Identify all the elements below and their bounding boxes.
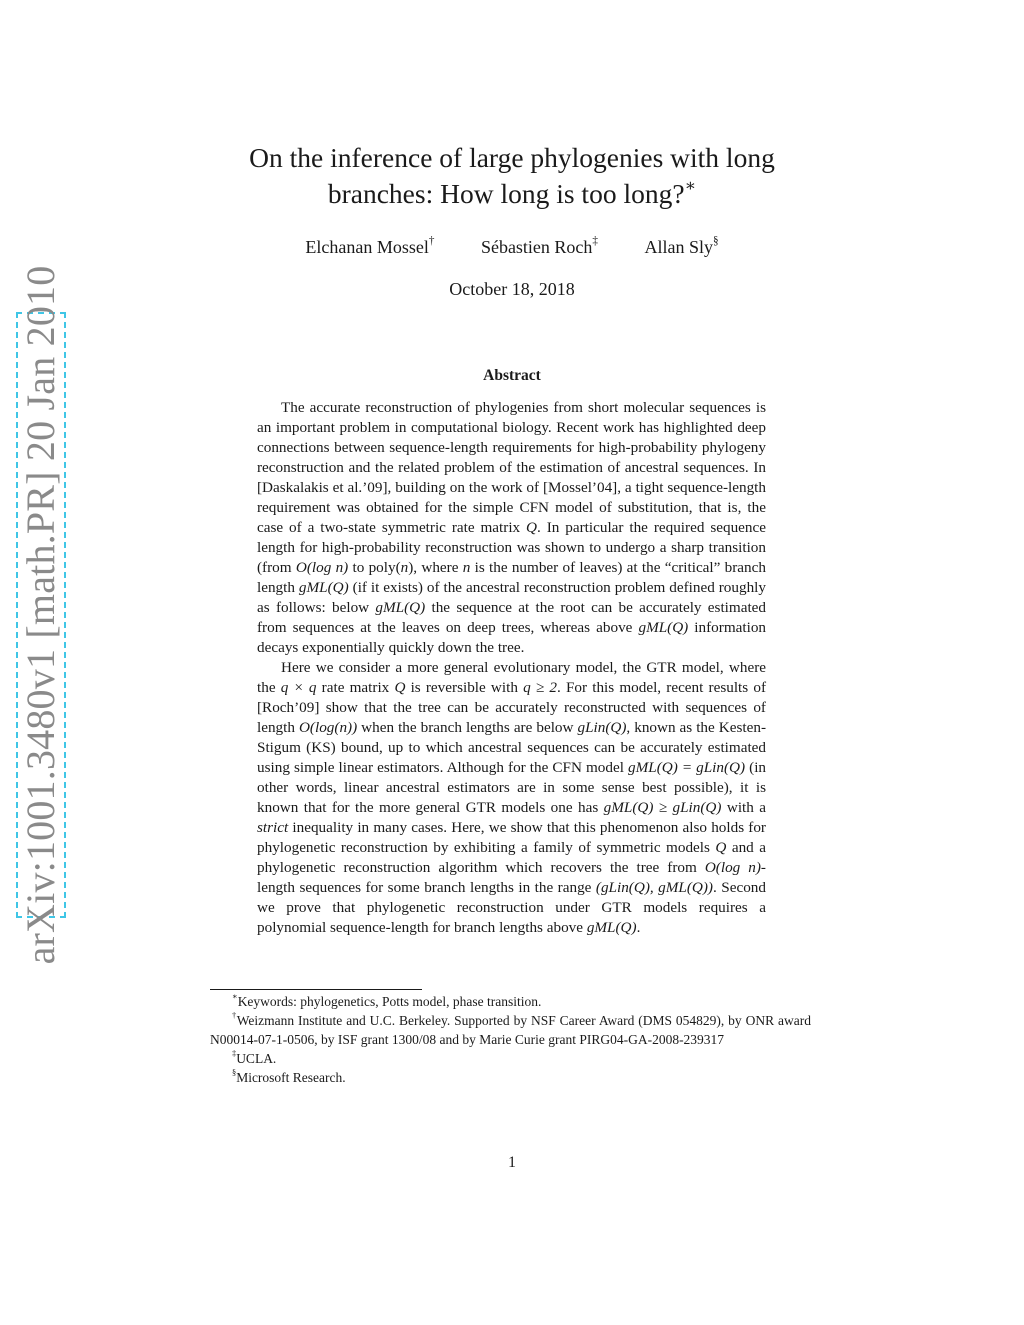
footnote-keywords: ∗Keywords: phylogenetics, Potts model, phase transition. [232, 991, 542, 1009]
author-mark: † [428, 235, 435, 247]
page-number: 1 [508, 1154, 516, 1171]
footnotes [210, 992, 811, 1087]
footnote-sly-affiliation: §Microsoft Research. [232, 1067, 346, 1085]
arxiv-identifier[interactable]: arXiv:1001.3480v1 [math.PR] 20 Jan 2010 [18, 265, 63, 965]
title-line-1: On the inference of large phylogenies with long [249, 142, 775, 173]
title-line-2: branches: How long is too long? [327, 178, 685, 209]
author-roch: Sébastien Roch‡ [480, 235, 598, 257]
footnote-mossel-affiliation: †Weizmann Institute and U.C. Berkeley. Supported by NSF Career Award (DMS 054829), by ONR award N00014-07-1-0506, by ISF grant 1300/08 and by Marie Curie grant PIRG04-GA-2008-239317 [210, 1010, 811, 1047]
paper-date: October 18, 2018 [449, 279, 575, 299]
footnote-roch-affiliation: ‡UCLA. [232, 1048, 277, 1066]
title-footnote-mark: ∗ [684, 175, 697, 195]
abstract-paragraph-2: Here we consider a more general evolutionary model, the GTR model, where the q × q rate matrix Q is reversible with q ≥ 2. For this model, recent results of [Roch’09] show that the tree can be accurately reconstructed with sequences of length O(log(n)) when the branch lengths are below gLin(Q), known as the Kesten-Stigum (KS) bound, up to which ancestral sequences can be accurately estimated using simple linear estimators. Although for the CFN model gML(Q) = gLin(Q) (in other words, linear ancestral estimators are in some sense best possible), it is known that for the more general GTR models one has gML(Q) ≥ gLin(Q) with a strict inequality in many cases. Here, we show that this phenomenon also holds for phylogenetic reconstruction by exhibiting a family of symmetric models Q and a phylogenetic reconstruction algorithm which recovers the tree from O(log n)-length sequences for some branch lengths in the range (gLin(Q), gML(Q)). Second we prove that phylogenetic reconstruction under GTR models requires a polynomial sequence-length for branch lengths above gML(Q). [257, 659, 767, 936]
paper-title [180, 140, 844, 212]
footnote-divider [210, 989, 422, 990]
author-mossel: Elchanan Mossel† [305, 235, 435, 257]
arxiv-stamp[interactable] [16, 265, 66, 965]
author-list [180, 234, 844, 260]
author-mark: § [713, 235, 719, 247]
author-sly: Allan Sly§ [644, 235, 719, 257]
author-mark: ‡ [592, 235, 598, 247]
abstract-body [257, 398, 766, 938]
abstract-heading: Abstract [483, 367, 541, 384]
abstract-paragraph-1: The accurate reconstruction of phylogenies from short molecular sequences is an important problem in computational biology. Recent work has highlighted deep connections between sequence-length requirements for high-probability phylogeny reconstruction and the related problem of the estimation of ancestral sequences. In [Daskalakis et al.’09], building on the work of [Mossel’04], a tight sequence-length requirement was obtained for the simple CFN model of substitution, that is, the case of a two-state symmetric rate matrix Q. In particular the required sequence length for high-probability reconstruction was shown to undergo a sharp transition (from O(log n) to poly(n), where n is the number of leaves) at the “critical” branch length gML(Q) (if it exists) of the ancestral reconstruction problem defined roughly as follows: below gML(Q) the sequence at the root can be accurately estimated from sequences at the leaves on deep trees, whereas above gML(Q) information decays exponentially quickly down the tree. [257, 399, 767, 656]
